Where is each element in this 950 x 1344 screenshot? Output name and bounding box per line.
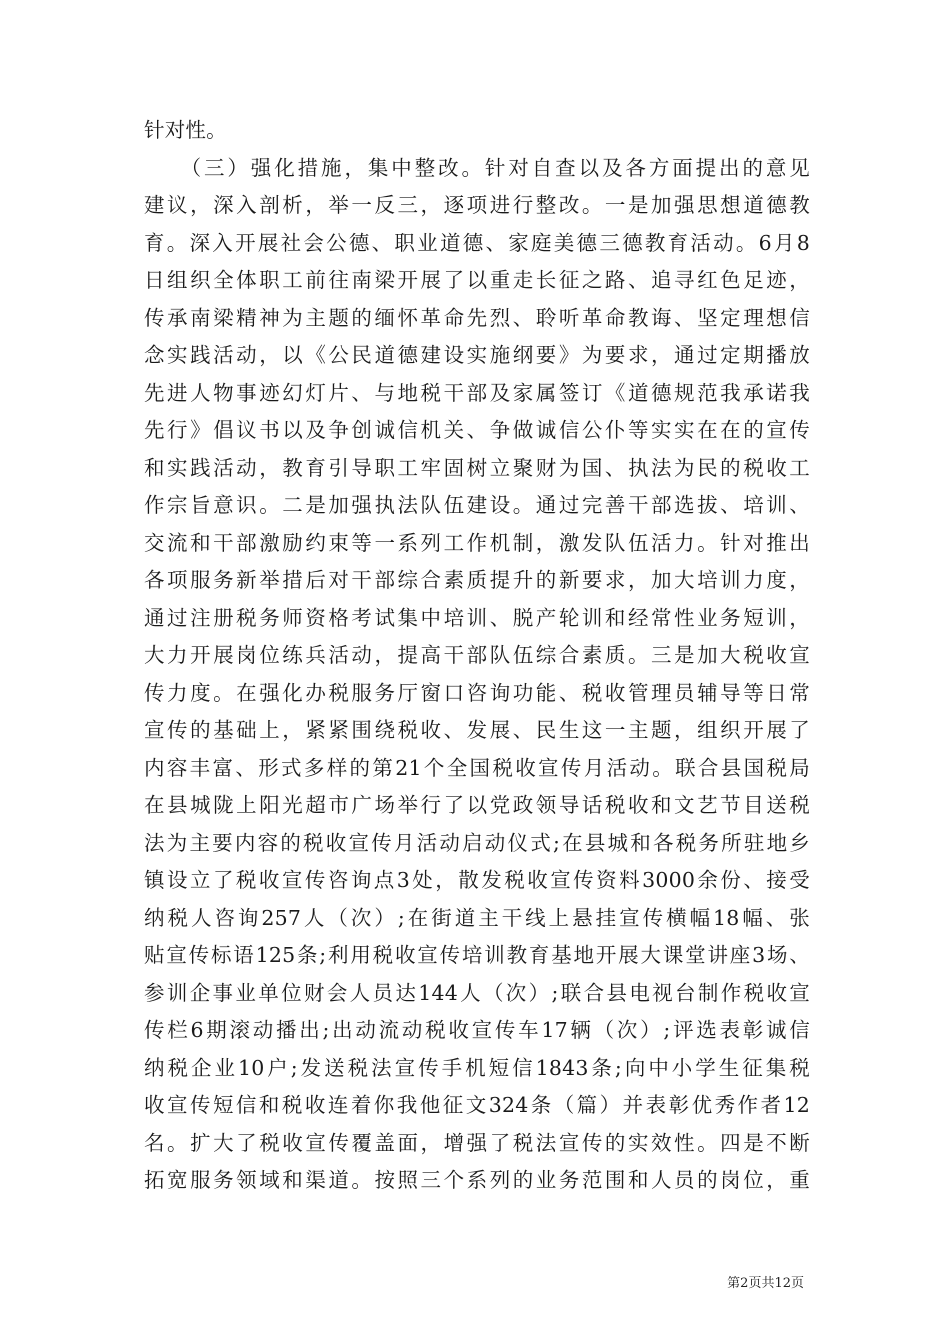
text-line: 传栏6期滚动播出;出动流动税收宣传车17辆（次）;评选表彰诚信 bbox=[144, 1018, 810, 1042]
text-line: 先进人物事迹幻灯片、与地税干部及家属签订《道德规范我承诺我 bbox=[144, 380, 810, 405]
text-line: 各项服务新举措后对干部综合素质提升的新要求，加大培训力度， bbox=[144, 568, 810, 592]
text-line: 先行》倡议书以及争创诚信机关、争做诚信公仆等实实在在的宣传 bbox=[144, 418, 810, 442]
text-line: 传力度。在强化办税服务厅窗口咨询功能、税收管理员辅导等日常 bbox=[144, 680, 810, 705]
text-line: 针对性。 bbox=[144, 118, 227, 142]
text-line: （三）强化措施，集中整改。针对自查以及各方面提出的意见 bbox=[144, 155, 810, 180]
page-number-footer: 第2页共12页 bbox=[727, 1276, 804, 1291]
text-line: 内容丰富、形式多样的第21个全国税收宣传月活动。联合县国税局 bbox=[144, 755, 810, 780]
text-line: 传承南梁精神为主题的缅怀革命先烈、聆听革命教诲、坚定理想信 bbox=[144, 305, 810, 330]
text-line: 建议，深入剖析，举一反三，逐项进行整改。一是加强思想道德教 bbox=[144, 193, 810, 217]
text-line: 宣传的基础上，紧紧围绕税收、发展、民生这一主题，组织开展了 bbox=[144, 718, 810, 742]
text-line: 在县城陇上阳光超市广场举行了以党政领导话税收和文艺节目送税 bbox=[144, 793, 810, 817]
text-line: 法为主要内容的税收宣传月活动启动仪式;在县城和各税务所驻地乡 bbox=[144, 830, 810, 855]
text-line: 纳税人咨询257人（次）;在街道主干线上悬挂宣传横幅18幅、张 bbox=[144, 905, 810, 930]
text-line: 贴宣传标语125条;利用税收宣传培训教育基地开展大课堂讲座3场、 bbox=[144, 943, 810, 967]
text-line: 参训企事业单位财会人员达144人（次）;联合县电视台制作税收宣 bbox=[144, 980, 810, 1005]
text-line: 育。深入开展社会公德、职业道德、家庭美德三德教育活动。6月8 bbox=[144, 230, 810, 255]
text-line: 通过注册税务师资格考试集中培训、脱产轮训和经常性业务短训， bbox=[144, 605, 810, 630]
text-line: 日组织全体职工前往南梁开展了以重走长征之路、追寻红色足迹， bbox=[144, 268, 810, 292]
text-line: 念实践活动，以《公民道德建设实施纲要》为要求，通过定期播放 bbox=[144, 343, 810, 367]
text-line: 拓宽服务领域和渠道。按照三个系列的业务范围和人员的岗位，重 bbox=[144, 1168, 810, 1192]
text-line: 作宗旨意识。二是加强执法队伍建设。通过完善干部选拔、培训、 bbox=[144, 493, 810, 517]
text-line: 收宣传短信和税收连着你我他征文324条（篇）并表彰优秀作者12 bbox=[144, 1093, 810, 1117]
text-line: 名。扩大了税收宣传覆盖面，增强了税法宣传的实效性。四是不断 bbox=[144, 1130, 810, 1155]
text-line: 大力开展岗位练兵活动，提高干部队伍综合素质。三是加大税收宣 bbox=[144, 643, 810, 667]
body-text bbox=[144, 112, 810, 1200]
text-line: 和实践活动，教育引导职工牢固树立聚财为国、执法为民的税收工 bbox=[144, 455, 810, 480]
text-line: 纳税企业10户;发送税法宣传手机短信1843条;向中小学生征集税 bbox=[144, 1055, 810, 1080]
text-line: 交流和干部激励约束等一系列工作机制，激发队伍活力。针对推出 bbox=[144, 530, 810, 555]
text-line: 镇设立了税收宣传咨询点3处，散发税收宣传资料3000余份、接受 bbox=[144, 868, 810, 892]
